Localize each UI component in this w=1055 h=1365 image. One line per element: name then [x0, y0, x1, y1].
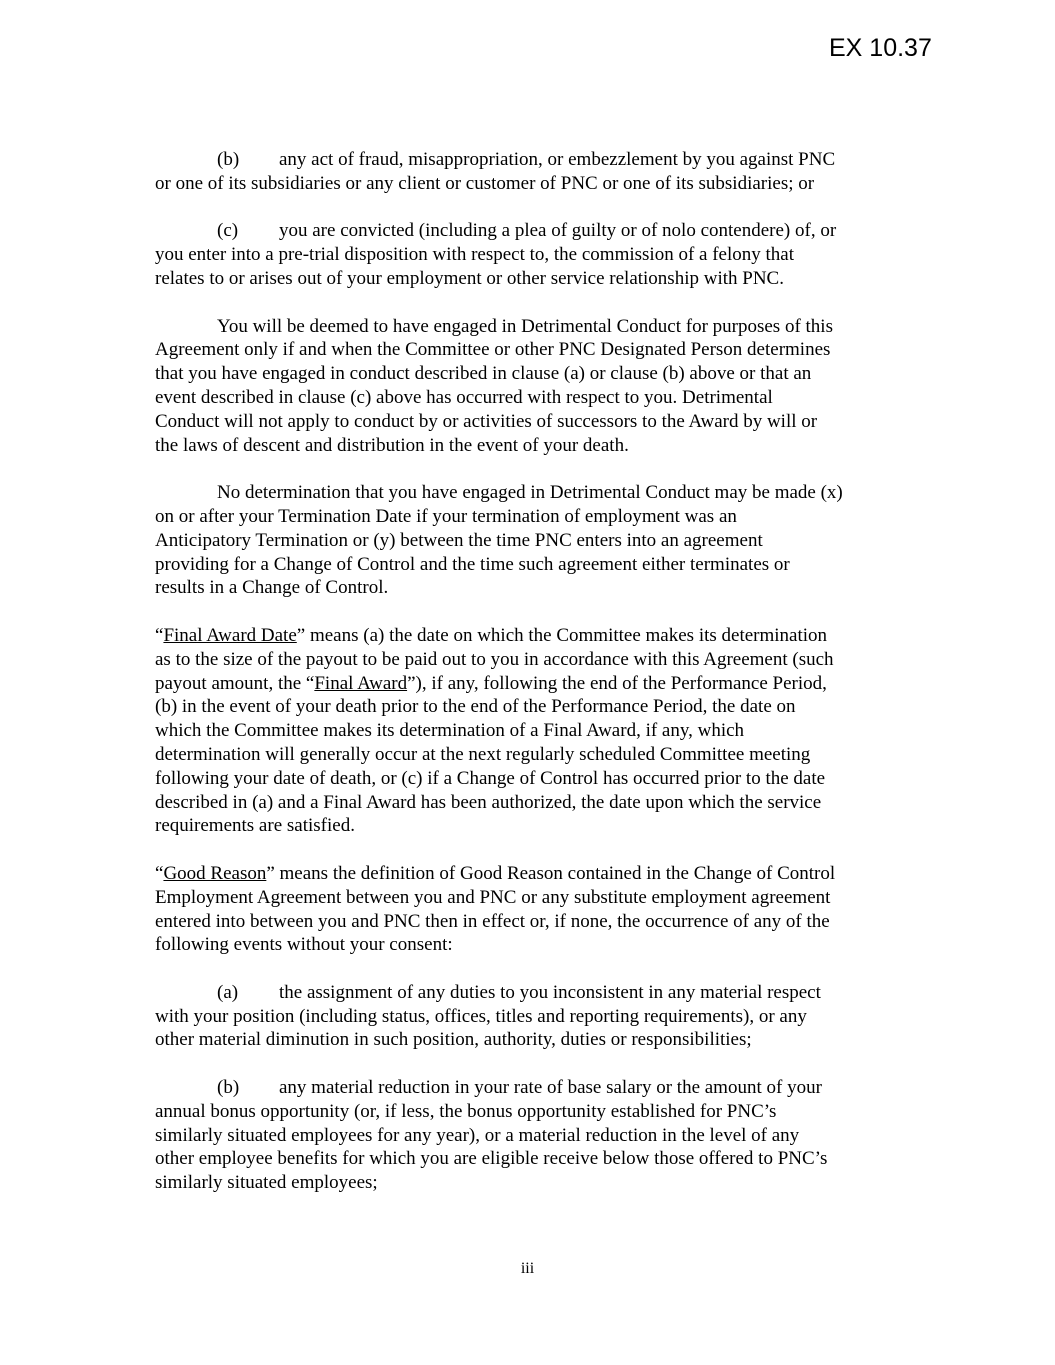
text-line: the laws of descent and distribution in the event of your death.	[155, 434, 629, 456]
clause-label: (b)	[217, 149, 240, 170]
text-line: requirements are satisfied.	[155, 815, 355, 837]
text-line: ” means the definition of Good Reason contained in the Change of Control	[266, 862, 836, 884]
text-line: (b) in the event of your death prior to the end of the Performance Period, the date on	[155, 696, 796, 718]
text-line: or one of its subsidiaries or any client or customer of PNC or one of its subsidiaries; or	[155, 172, 815, 194]
definition-final-award-date	[155, 624, 900, 838]
text-line: ” means (a) the date on which the Committee makes its determination	[296, 624, 828, 646]
text-line: similarly situated employees for any year), or a material reduction in the level of any	[155, 1124, 800, 1146]
text-line: No determination that you have engaged in Detrimental Conduct may be made (x)	[217, 482, 843, 504]
definition-good-reason	[155, 862, 900, 957]
text-line: relates to or arises out of your employment or other service relationship with PNC.	[155, 267, 784, 289]
text-line: You will be deemed to have engaged in Detrimental Conduct for purposes of this	[217, 315, 833, 337]
clause-label: (a)	[217, 981, 239, 1003]
defined-term-final-award: Final Award	[314, 672, 408, 694]
defined-term-final-award-date: Final Award Date	[163, 624, 297, 646]
text-line: results in a Change of Control.	[155, 577, 389, 599]
quote-mark: “	[155, 862, 164, 884]
text-line: following events without your consent:	[155, 934, 453, 956]
page-number: iii	[520, 1260, 535, 1277]
text-line: any material reduction in your rate of base salary or the amount of your	[279, 1077, 822, 1099]
text-line: similarly situated employees;	[155, 1172, 378, 1194]
text-line: Employment Agreement between you and PNC or any substitute employment agreement	[155, 886, 831, 908]
text-line: as to the size of the payout to be paid out to you in accordance with this Agreement (such	[155, 648, 834, 670]
clause-a-assignment	[155, 981, 900, 1052]
clause-label: (b)	[217, 1077, 240, 1099]
text-line: you enter into a pre-trial disposition with respect to, the commission of a felony that	[155, 244, 794, 266]
text-line: annual bonus opportunity (or, if less, the bonus opportunity established for PNC’s	[155, 1100, 777, 1122]
text-line: ”), if any, following the end of the Performance Period,	[407, 672, 827, 694]
clause-b-fraud	[155, 148, 900, 196]
text-line: on or after your Termination Date if your termination of employment was an	[155, 505, 737, 527]
defined-term-good-reason: Good Reason	[163, 862, 267, 884]
document-body	[155, 148, 900, 1195]
text-line: other employee benefits for which you are eligible receive below those offered to PNC’s	[155, 1148, 828, 1170]
exhibit-label: EX 10.37	[829, 34, 932, 62]
text-line: the assignment of any duties to you inconsistent in any material respect	[279, 981, 821, 1003]
clause-b-salary-reduction	[155, 1076, 900, 1195]
text-line: providing for a Change of Control and the time such agreement either terminates or	[155, 553, 790, 575]
text-line: Agreement only if and when the Committee or other PNC Designated Person determines	[155, 339, 831, 361]
paragraph-no-determination	[155, 481, 900, 600]
clause-c-conviction	[155, 219, 900, 290]
clause-label: (c)	[217, 220, 239, 242]
text-line: other material diminution in such position, authority, duties or responsibilities;	[155, 1029, 752, 1051]
quote-mark: “	[155, 624, 164, 646]
text-line: Conduct will not apply to conduct by or activities of successors to the Award by will or	[155, 410, 818, 432]
text-line: you are convicted (including a plea of guilty or of nolo contendere) of, or	[279, 220, 837, 242]
text-line: following your date of death, or (c) if a Change of Control has occurred prior to the date	[155, 767, 826, 789]
text-line: Anticipatory Termination or (y) between the time PNC enters into an agreement	[155, 529, 763, 551]
text-line: described in (a) and a Final Award has been authorized, the date upon which the service	[155, 791, 822, 813]
paragraph-deemed-conduct	[155, 315, 900, 458]
text-line: determination will generally occur at the next regularly scheduled Committee meeting	[155, 743, 811, 765]
text-line: any act of fraud, misappropriation, or embezzlement by you against PNC	[279, 149, 836, 170]
text-line: event described in clause (c) above has occurred with respect to you. Detrimental	[155, 386, 773, 408]
text-line: that you have engaged in conduct described in clause (a) or clause (b) above or that an	[155, 363, 812, 385]
text-line: which the Committee makes its determination of a Final Award, if any, which	[155, 720, 745, 742]
text-line: payout amount, the “	[155, 672, 315, 694]
text-line: with your position (including status, offices, titles and reporting requirements), or any	[155, 1005, 807, 1027]
text-line: entered into between you and PNC then in effect or, if none, the occurrence of any of the	[155, 910, 830, 932]
